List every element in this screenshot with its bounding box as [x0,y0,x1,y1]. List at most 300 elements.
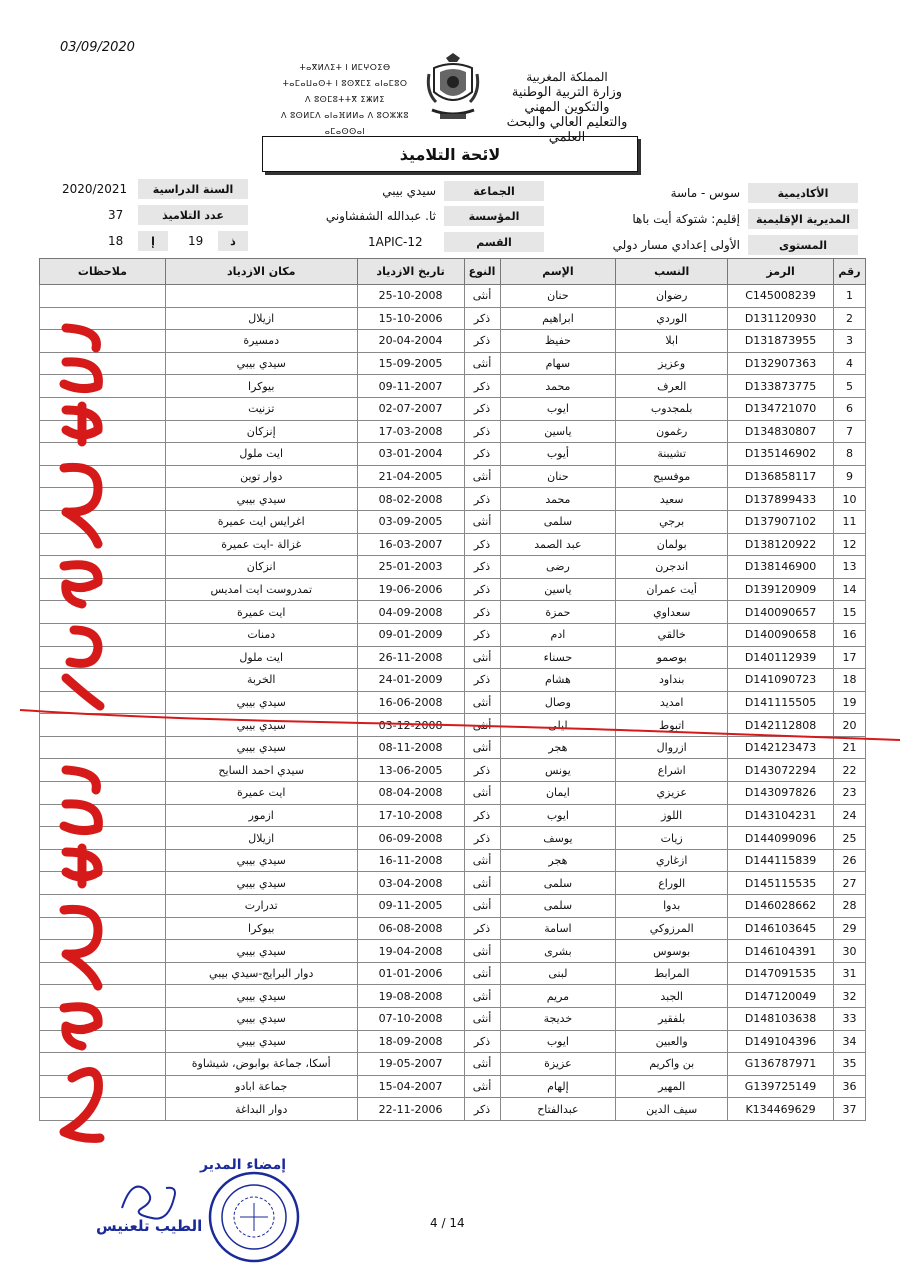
cell-gender: أنثى [464,646,500,669]
cell-last: المهير [616,1075,728,1098]
cell-gender: ذكر [464,827,500,850]
cell-place: أسكا، جماعة بوابوض، شيشاوة [165,1053,357,1076]
cell-date: 25-01-2003 [357,556,464,579]
academy-value: سوس - ماسة [670,186,740,200]
cell-num: 2 [834,307,866,330]
morocco-coat-of-arms-icon [426,52,480,124]
cell-num: 3 [834,330,866,353]
cell-place: انزكان [165,556,357,579]
cell-code: D149104396 [728,1030,834,1053]
table-row [40,578,866,601]
cell-first: هجر [500,849,616,872]
cell-first: ايمان [500,782,616,805]
cell-first: محمد [500,375,616,398]
cell-last: اتبوط [616,714,728,737]
table-row [40,375,866,398]
cell-code: D147120049 [728,985,834,1008]
cell-date: 15-10-2006 [357,307,464,330]
cell-code: D135146902 [728,443,834,466]
cell-last: بن واكريم [616,1053,728,1076]
cell-code: D138146900 [728,556,834,579]
girls-value: 18 [108,234,124,248]
table-row [40,917,866,940]
cell-code: D131873955 [728,330,834,353]
signature-title: إمضاء المدير [200,1157,287,1173]
cell-last: بلمجدوب [616,397,728,420]
cell-last: برجي [616,510,728,533]
cell-place: سيدي بيبي [165,872,357,895]
cell-date: 22-11-2006 [357,1098,464,1121]
cell-num: 34 [834,1030,866,1053]
page-current: 4 [430,1216,438,1230]
col-header-last-name: النسب [616,259,728,285]
table-row [40,285,866,308]
cell-date: 24-01-2009 [357,669,464,692]
cell-code: D144099096 [728,827,834,850]
cell-place: اغرايس ايت عميرة [165,510,357,533]
table-row [40,443,866,466]
cell-gender: ذكر [464,443,500,466]
cell-date: 17-03-2008 [357,420,464,443]
cell-gender: أنثى [464,714,500,737]
cell-place: ازمور [165,804,357,827]
directorate-label: المديرية الإقليمية [748,209,858,229]
cell-gender: أنثى [464,465,500,488]
table-row [40,804,866,827]
cell-gender: ذكر [464,917,500,940]
cell-last: اشراع [616,759,728,782]
table-row [40,962,866,985]
cell-last: عزيزي [616,782,728,805]
cell-first: عزيزة [500,1053,616,1076]
cell-code: D137907102 [728,510,834,533]
cell-date: 16-11-2008 [357,849,464,872]
table-row [40,1030,866,1053]
cell-num: 11 [834,510,866,533]
cell-gender: ذكر [464,1098,500,1121]
cell-num: 16 [834,623,866,646]
cell-first: وصال [500,691,616,714]
cell-code: D138120922 [728,533,834,556]
table-row [40,601,866,624]
group-1-handwriting [52,318,108,718]
table-row [40,895,866,918]
cell-code: D141115505 [728,691,834,714]
cell-code: D137899433 [728,488,834,511]
cell-last: رغمون [616,420,728,443]
cell-gender: ذكر [464,1030,500,1053]
cell-place: سيدي بيبي [165,691,357,714]
cell-place: دمنات [165,623,357,646]
cell-place: الخربة [165,669,357,692]
cell-last: سعيد [616,488,728,511]
cell-place: تزنيت [165,397,357,420]
cell-code: D142112808 [728,714,834,737]
cell-code: D136858117 [728,465,834,488]
cell-date: 01-01-2006 [357,962,464,985]
page-title: لائحة التلاميذ [262,136,638,172]
table-row [40,465,866,488]
cell-num: 36 [834,1075,866,1098]
col-header-first-name: الإسم [500,259,616,285]
cell-place: تدرارت [165,895,357,918]
col-header-code: الرمز [728,259,834,285]
commune-value: سيدي بيبي [382,184,436,198]
page-separator: / [441,1216,446,1230]
cell-gender: أنثى [464,849,500,872]
cell-last: المرابط [616,962,728,985]
school-stamp-icon [200,1168,308,1266]
cell-last: الوراع [616,872,728,895]
table-row [40,397,866,420]
director-name: الطيب تلعنيس [96,1217,203,1235]
cell-gender: ذكر [464,556,500,579]
cell-num: 10 [834,488,866,511]
cell-date: 19-05-2007 [357,1053,464,1076]
cell-date: 13-06-2005 [357,759,464,782]
tifinagh-line: ⴷ ⵓⵙⵎⵓⵜⵜⴳ ⵉⵥⵍⵉ [305,95,385,104]
cell-code: D143104231 [728,804,834,827]
cell-first: حسناء [500,646,616,669]
tifinagh-line: ⵜⴰⵎⴰⵡⴰⵙⵜ ⵏ ⵓⵙⴳⵎⵉ ⴰⵏⴰⵎⵓⵔ [282,79,408,88]
print-date: 03/09/2020 [60,40,135,55]
table-row [40,872,866,895]
col-header-num: رقم [834,259,866,285]
cell-last: اللوز [616,804,728,827]
cell-code: D144115839 [728,849,834,872]
cell-last: سعداوي [616,601,728,624]
cell-gender: أنثى [464,940,500,963]
cell-place: دوار البداغة [165,1098,357,1121]
group-2-text: الفوج 2 [80,960,84,961]
cell-last: ازروال [616,736,728,759]
table-row [40,782,866,805]
table-header-row [40,259,866,285]
cell-last: سيف الدين [616,1098,728,1121]
group-2-handwriting [52,760,108,1170]
cell-gender: أنثى [464,510,500,533]
table-row [40,420,866,443]
school-value: ثا. عبدالله الشفشاوني [325,209,436,223]
cell-date: 03-01-2004 [357,443,464,466]
cell-place: سيدي بيبي [165,488,357,511]
cell-date: 06-08-2008 [357,917,464,940]
cell-gender: أنثى [464,285,500,308]
cell-num: 17 [834,646,866,669]
commune-label: الجماعة [444,181,544,201]
table-row [40,533,866,556]
cell-code: D143072294 [728,759,834,782]
table-row [40,556,866,579]
cell-last: تشيبنة [616,443,728,466]
cell-num: 25 [834,827,866,850]
cell-first: ادم [500,623,616,646]
cell-num: 31 [834,962,866,985]
cell-last: العرف [616,375,728,398]
cell-gender: ذكر [464,601,500,624]
cell-date: 20-04-2004 [357,330,464,353]
cell-num: 6 [834,397,866,420]
cell-last: بنداود [616,669,728,692]
cell-num: 4 [834,352,866,375]
cell-num: 33 [834,1008,866,1031]
cell-gender: أنثى [464,985,500,1008]
group-divider-line [20,700,900,760]
cell-gender: ذكر [464,397,500,420]
cell-code: G136787971 [728,1053,834,1076]
cell-date: 19-06-2006 [357,578,464,601]
cell-gender: أنثى [464,782,500,805]
academy-label: الأكاديمية [748,183,858,203]
col-header-notes: ملاحظات [40,259,166,285]
class-value: 1APIC-12 [368,235,423,249]
cell-num: 5 [834,375,866,398]
cell-last: ابلا [616,330,728,353]
cell-date: 08-11-2008 [357,736,464,759]
cell-first: ياسين [500,578,616,601]
cell-date: 16-03-2007 [357,533,464,556]
girls-label: إ [138,231,168,251]
table-row [40,623,866,646]
cell-date: 03-12-2008 [357,714,464,737]
cell-gender: أنثى [464,872,500,895]
year-value: 2020/2021 [62,182,128,196]
cell-first: لبنى [500,962,616,985]
cell-code: D148103638 [728,1008,834,1031]
cell-num: 27 [834,872,866,895]
cell-num: 19 [834,691,866,714]
cell-gender: ذكر [464,669,500,692]
cell-gender: أنثى [464,962,500,985]
cell-gender: ذكر [464,533,500,556]
cell-code: D140090657 [728,601,834,624]
table-row [40,307,866,330]
cell-first: بشرى [500,940,616,963]
cell-first: حفيظ [500,330,616,353]
cell-date: 19-08-2008 [357,985,464,1008]
cell-gender: ذكر [464,759,500,782]
ministry-header [487,70,647,145]
cell-first: رضى [500,556,616,579]
cell-first: إلهام [500,1075,616,1098]
cell-place: سيدي بيبي [165,1008,357,1031]
cell-date: 15-09-2005 [357,352,464,375]
cell-first: سهام [500,352,616,375]
cell-last: ازغاري [616,849,728,872]
cell-num: 15 [834,601,866,624]
cell-place: ازيلال [165,307,357,330]
cell-gender: ذكر [464,330,500,353]
cell-first: ايوب [500,1030,616,1053]
col-header-birth-place: مكان الازدياد [165,259,357,285]
cell-first: هشام [500,669,616,692]
table-row [40,940,866,963]
cell-last: وعزيز [616,352,728,375]
cell-first: ليلى [500,714,616,737]
cell-first: حنان [500,465,616,488]
cell-first: يونس [500,759,616,782]
cell-first: ياسين [500,420,616,443]
table-row [40,488,866,511]
cell-date: 07-10-2008 [357,1008,464,1031]
cell-last: بلفقير [616,1008,728,1031]
cell-date: 18-09-2008 [357,1030,464,1053]
table-row [40,1053,866,1076]
cell-first: عبدالفتاح [500,1098,616,1121]
cell-code: D143097826 [728,782,834,805]
cell-code: D134830807 [728,420,834,443]
cell-first: خديجة [500,1008,616,1031]
ministry-line: والتكوين المهني [524,100,610,115]
cell-first: مريم [500,985,616,1008]
table-row [40,669,866,692]
ministry-line: والتعليم العالي والبحث العلمي [506,115,628,145]
cell-first: سلمى [500,895,616,918]
cell-notes [40,285,166,308]
col-header-gender: النوع [464,259,500,285]
cell-date: 08-02-2008 [357,488,464,511]
cell-num: 9 [834,465,866,488]
cell-num: 26 [834,849,866,872]
cell-code: C145008239 [728,285,834,308]
cell-code: G139725149 [728,1075,834,1098]
cell-place: ايت ملول [165,646,357,669]
cell-place [165,285,357,308]
cell-num: 8 [834,443,866,466]
cell-place: دمسيرة [165,330,357,353]
cell-num: 30 [834,940,866,963]
cell-place: ازيلال [165,827,357,850]
boys-value: 19 [188,234,204,248]
tifinagh-line: ⴷ ⵓⵙⵍⵎⴷ ⴰⵏⴰⴼⵍⵍⴰ ⴷ ⵓⵔⵣⵣⵓ ⴰⵎⴰⵙⵙⴰⵏ [281,111,409,136]
cell-gender: ذكر [464,307,500,330]
students-table [39,258,866,1121]
cell-first: اسامة [500,917,616,940]
table-row [40,985,866,1008]
col-header-birth-date: تاريخ الازدياد [357,259,464,285]
cell-place: سيدي بيبي [165,940,357,963]
cell-code: D146104391 [728,940,834,963]
cell-num: 1 [834,285,866,308]
cell-date: 25-10-2008 [357,285,464,308]
cell-num: 32 [834,985,866,1008]
cell-code: D133873775 [728,375,834,398]
cell-place: بيوكرا [165,375,357,398]
cell-date: 04-09-2008 [357,601,464,624]
cell-last: زيات [616,827,728,850]
cell-date: 06-09-2008 [357,827,464,850]
cell-date: 26-11-2008 [357,646,464,669]
cell-first: حمزة [500,601,616,624]
cell-num: 22 [834,759,866,782]
cell-code: D146103645 [728,917,834,940]
cell-place: سيدي بيبي [165,714,357,737]
cell-num: 35 [834,1053,866,1076]
cell-date: 21-04-2005 [357,465,464,488]
page-counter [430,1216,465,1230]
cell-place: دوار البرايج-سيدي بيبي [165,962,357,985]
cell-date: 03-09-2005 [357,510,464,533]
table-row [40,510,866,533]
year-label: السنة الدراسية [138,179,248,199]
cell-place: تمدروست ايت امديس [165,578,357,601]
cell-gender: ذكر [464,578,500,601]
cell-place: إنزكان [165,420,357,443]
cell-first: يوسف [500,827,616,850]
ministry-line: وزارة التربية الوطنية [511,85,623,100]
cell-first: أيوب [500,443,616,466]
table-row [40,352,866,375]
cell-last: بولمان [616,533,728,556]
cell-num: 23 [834,782,866,805]
table-row [40,827,866,850]
cell-last: رضوان [616,285,728,308]
cell-place: ايت عميرة [165,782,357,805]
cell-first: ابراهيم [500,307,616,330]
cell-code: D147091535 [728,962,834,985]
cell-last: والعبين [616,1030,728,1053]
cell-last: الوردي [616,307,728,330]
cell-date: 03-04-2008 [357,872,464,895]
count-label: عدد التلاميذ [138,205,248,225]
cell-last: امديد [616,691,728,714]
level-label: المستوى [748,235,858,255]
cell-gender: أنثى [464,895,500,918]
cell-place: سيدي بيبي [165,849,357,872]
cell-code: D146028662 [728,895,834,918]
boys-label: ذ [218,231,248,251]
cell-num: 14 [834,578,866,601]
cell-first: عبد الصمد [500,533,616,556]
cell-gender: ذكر [464,375,500,398]
cell-place: دوار توين [165,465,357,488]
group-1-text: الفوج 1 [80,518,84,519]
cell-code: D139120909 [728,578,834,601]
school-label: المؤسسة [444,206,544,226]
cell-last: بوصمو [616,646,728,669]
table-row [40,330,866,353]
cell-gender: أنثى [464,1075,500,1098]
cell-last: الجبد [616,985,728,1008]
cell-date: 15-04-2007 [357,1075,464,1098]
cell-place: ايت عميرة [165,601,357,624]
cell-last: موفسيح [616,465,728,488]
cell-first: سلمى [500,510,616,533]
cell-gender: ذكر [464,420,500,443]
cell-gender: أنثى [464,1053,500,1076]
cell-code: D131120930 [728,307,834,330]
cell-place: سيدي بيبي [165,985,357,1008]
tifinagh-line: ⵜⴰⴳⵍⴷⵉⵜ ⵏ ⵍⵎⵖⵔⵉⴱ [299,63,391,72]
cell-date: 09-11-2007 [357,375,464,398]
cell-code: D145115535 [728,872,834,895]
cell-num: 7 [834,420,866,443]
cell-first: محمد [500,488,616,511]
cell-num: 12 [834,533,866,556]
cell-code: D140112939 [728,646,834,669]
cell-date: 16-06-2008 [357,691,464,714]
table-row [40,646,866,669]
cell-first: سلمى [500,872,616,895]
table-row [40,759,866,782]
cell-date: 09-11-2005 [357,895,464,918]
cell-code: D140090658 [728,623,834,646]
cell-gender: أنثى [464,736,500,759]
cell-num: 37 [834,1098,866,1121]
cell-place: سيدي بيبي [165,352,357,375]
cell-num: 28 [834,895,866,918]
cell-num: 18 [834,669,866,692]
